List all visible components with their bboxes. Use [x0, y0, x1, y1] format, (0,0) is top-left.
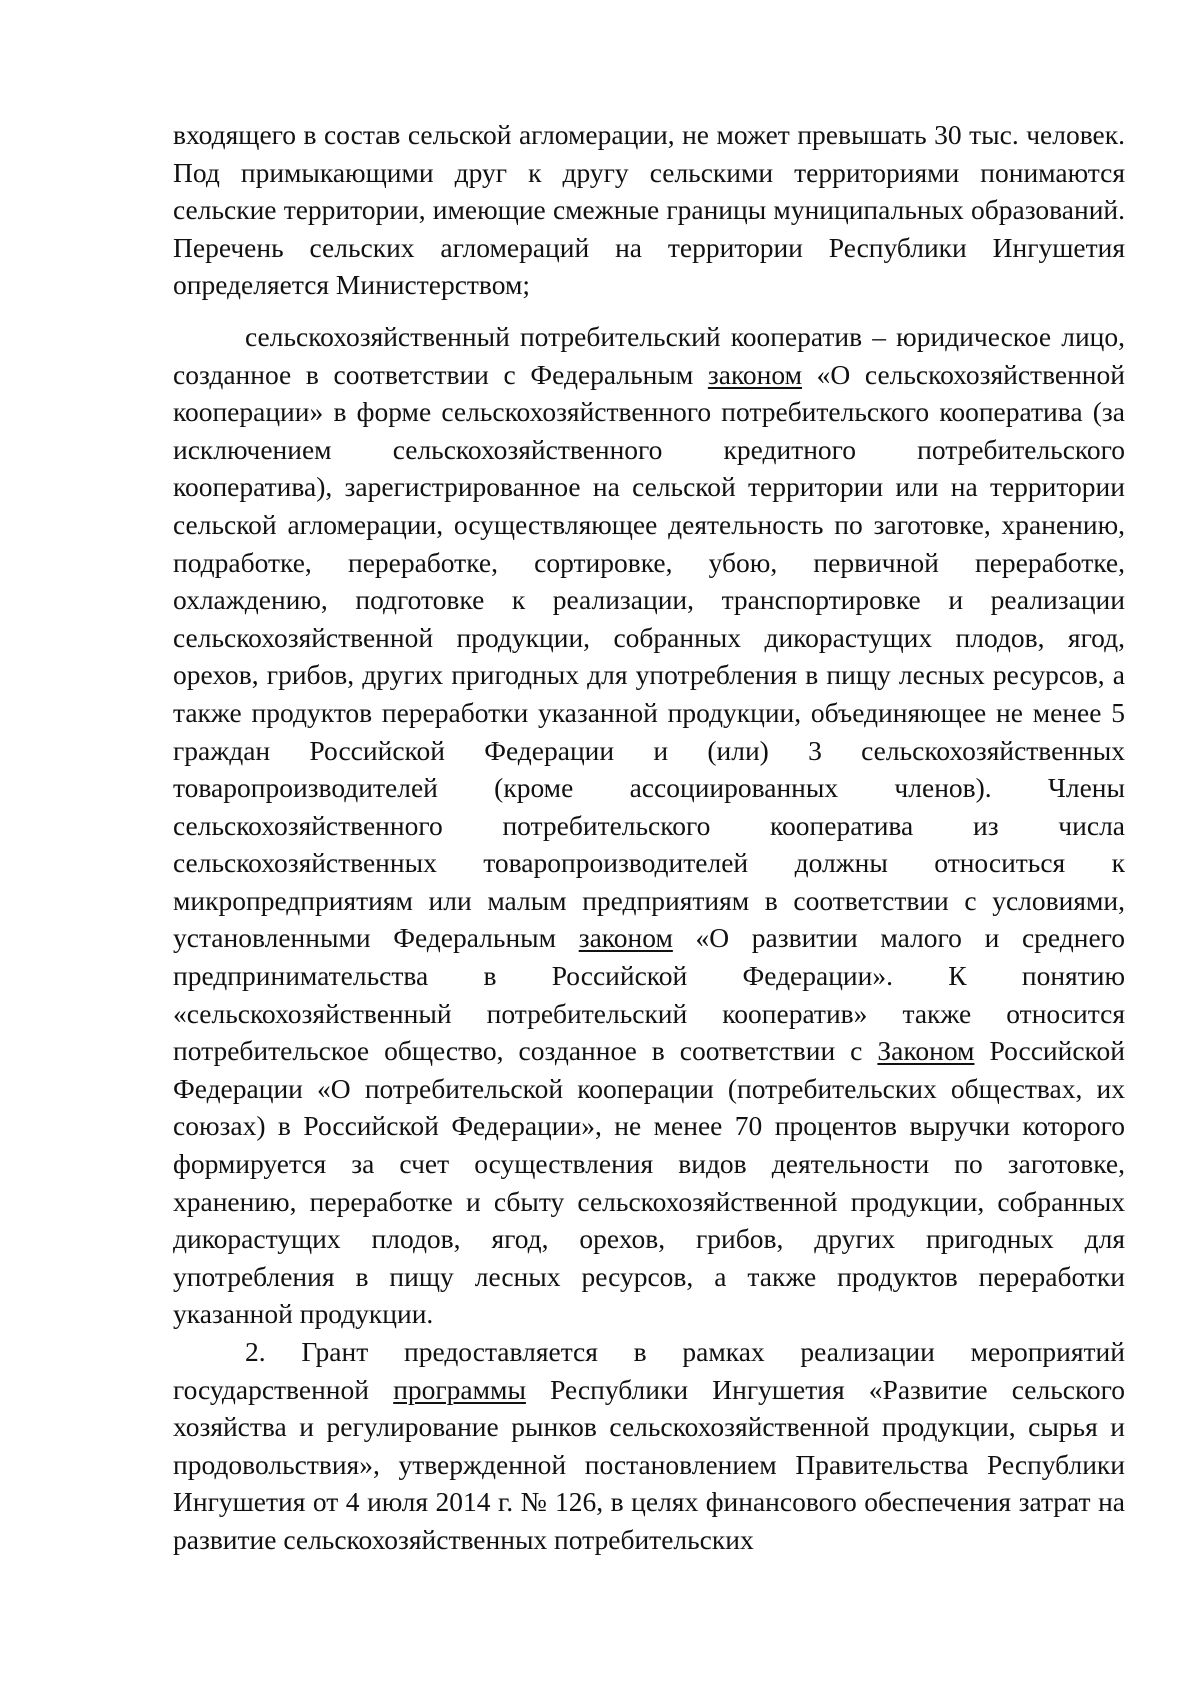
paragraph-agglomeration-definition: входящего в состав сельской агломерации, не может превышать 30 тыс. человек. Под примыкающими друг к другу сельскими территориями понимаются сельские территории, имеющие смежные границы муниципальных образований. Перечень сельских агломераций на территории Республики Ингушетия определяется Министерством;: [173, 119, 1125, 301]
text-segment: «О развитии малого и среднего предпринимательства в Российской Федерации». К понятию «сельскохозяйственный потребительский кооператив» также относится потребительское общество, созданное в соответствии с: [173, 922, 1125, 1067]
law-link-consumer-cooperation[interactable]: Законом: [877, 1035, 975, 1067]
text-segment: Республики Ингушетия «Развитие сельского хозяйства и регулирование рынков сельскохозяйственной продукции, сырья и продовольствия», утвержденной постановлением Правительства Республики Ингушетия от 4 июля 2014 г. № 126, в целях финансового обеспечения затрат на развитие сельскохозяйственных потребительских: [173, 1373, 1126, 1555]
law-link-small-business[interactable]: законом: [578, 922, 673, 954]
text-segment: Российской Федерации «О потребительской кооперации (потребительских обществах, их союзах) в Российской Федерации», не менее 70 процентов выручки которого формируется за счет осуществления видов деятельности по заготовке, хранению, переработке и сбыту сельскохозяйственной продукции, собранных дикорастущих плодов, ягод, орехов, грибов, других пригодных для употребления в пищу лесных ресурсов, а также продуктов переработки указанной продукции.: [173, 1035, 1125, 1330]
program-link[interactable]: программы: [393, 1373, 526, 1405]
document-page: [173, 116, 1125, 1559]
text-segment: сельскохозяйственный потребительский кооператив – юридическое лицо, созданное в соответствии с Федеральным: [173, 320, 1125, 390]
paragraph-cooperative-definition: [173, 318, 1125, 1333]
text-segment: 2. Грант предоставляется в рамках реализации мероприятий государственной: [173, 1336, 1125, 1405]
text-segment: «О сельскохозяйственной кооперации» в форме сельскохозяйственного потребительского кооператива (за исключением сельскохозяйственного кредитного потребительского кооператива), зарегистрированное на сельской территории или на территории сельской агломерации, осуществляющее деятельность по заготовке, хранению, подработке, переработке, сортировке, убою, первичной переработке, охлаждению, подготовке к реализации, транспортировке и реализации сельскохозяйственной продукции, собранных дикорастущих плодов, ягод, орехов, грибов, других пригодных для употребления в пищу лесных ресурсов, а также продуктов переработки указанной продукции, объединяющее не менее 5 граждан Российской Федерации и (или) 3 сельскохозяйственных товаропроизводителей (кроме ассоциированных членов). Члены сельскохозяйственного потребительского кооператива из числа сельскохозяйственных товаропроизводителей должны относиться к микропредприятиям или малым предприятиям в соответствии с условиями, установленными Федеральным: [173, 358, 1125, 954]
paragraph-grant-clause: [173, 1333, 1125, 1559]
law-link-cooperation[interactable]: законом: [707, 358, 803, 390]
